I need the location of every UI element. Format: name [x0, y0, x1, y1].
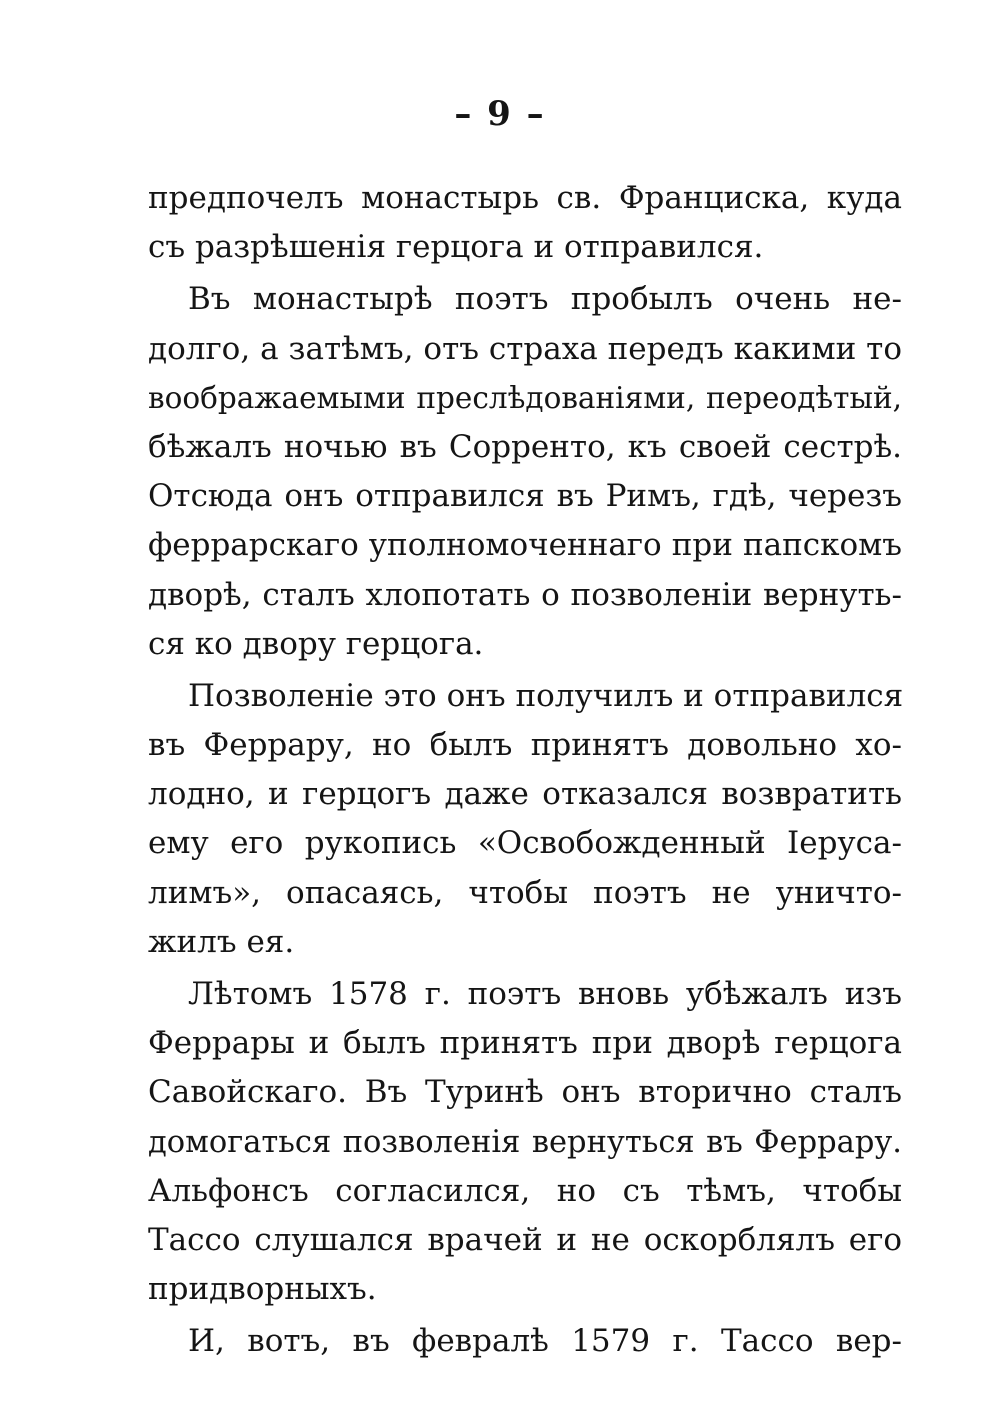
text-line: долго, а затѣмъ, отъ страха передъ какими то: [148, 330, 902, 367]
body-text: [148, 174, 902, 1367]
text-line: лимъ», опасаясь, чтобы поэтъ не уничто-: [148, 874, 902, 911]
text-line: ся ко двору герцога.: [148, 625, 484, 662]
text-line: ему его рукопись «Освобожденный Іеруса-: [148, 825, 902, 862]
text-line: жилъ ея.: [148, 923, 295, 960]
text-line: Тассо слушался врачей и не оскорблялъ его: [148, 1221, 902, 1258]
page-number: – 9 –: [454, 94, 546, 134]
text-line: лодно, и герцогъ даже отказался возвратить: [148, 776, 902, 813]
text-line: феррарскаго уполномоченнаго при папскомъ: [148, 527, 902, 564]
text-line: дворѣ, сталъ хлопотать о позволеніи вернуть-: [148, 576, 902, 613]
text-line: Позволеніе это онъ получилъ и отправился: [188, 677, 904, 714]
text-line: Савойскаго. Въ Туринѣ онъ вторично сталъ: [148, 1074, 902, 1111]
text-line: въ Феррару, но былъ принятъ довольно хо-: [148, 727, 902, 764]
text-line: Отсюда онъ отправился въ Римъ, гдѣ, черезъ: [148, 478, 902, 515]
text-line: Альфонсъ согласился, но съ тѣмъ, чтобы: [148, 1172, 902, 1209]
text-line: Лѣтомъ 1578 г. поэтъ вновь убѣжалъ изъ: [188, 976, 902, 1012]
text-line: съ разрѣшенія герцога и отправился.: [148, 229, 764, 266]
text-line: И, вотъ, въ февралѣ 1579 г. Тассо вер-: [188, 1323, 902, 1360]
text-line: предпочелъ монастырь св. Франциска, куда: [148, 180, 902, 216]
text-line: воображаемыми преслѣдованіями, переодѣтый,: [148, 380, 902, 415]
text-line: Въ монастырѣ поэтъ пробылъ очень не-: [188, 281, 902, 318]
text-line: Феррары и былъ принятъ при дворѣ герцога: [148, 1025, 902, 1062]
text-line: домогаться позволенія вернуться въ Феррару.: [148, 1124, 902, 1160]
text-line: бѣжалъ ночью въ Сорренто, къ своей сестрѣ.: [148, 428, 902, 465]
text-line: придворныхъ.: [148, 1271, 377, 1308]
